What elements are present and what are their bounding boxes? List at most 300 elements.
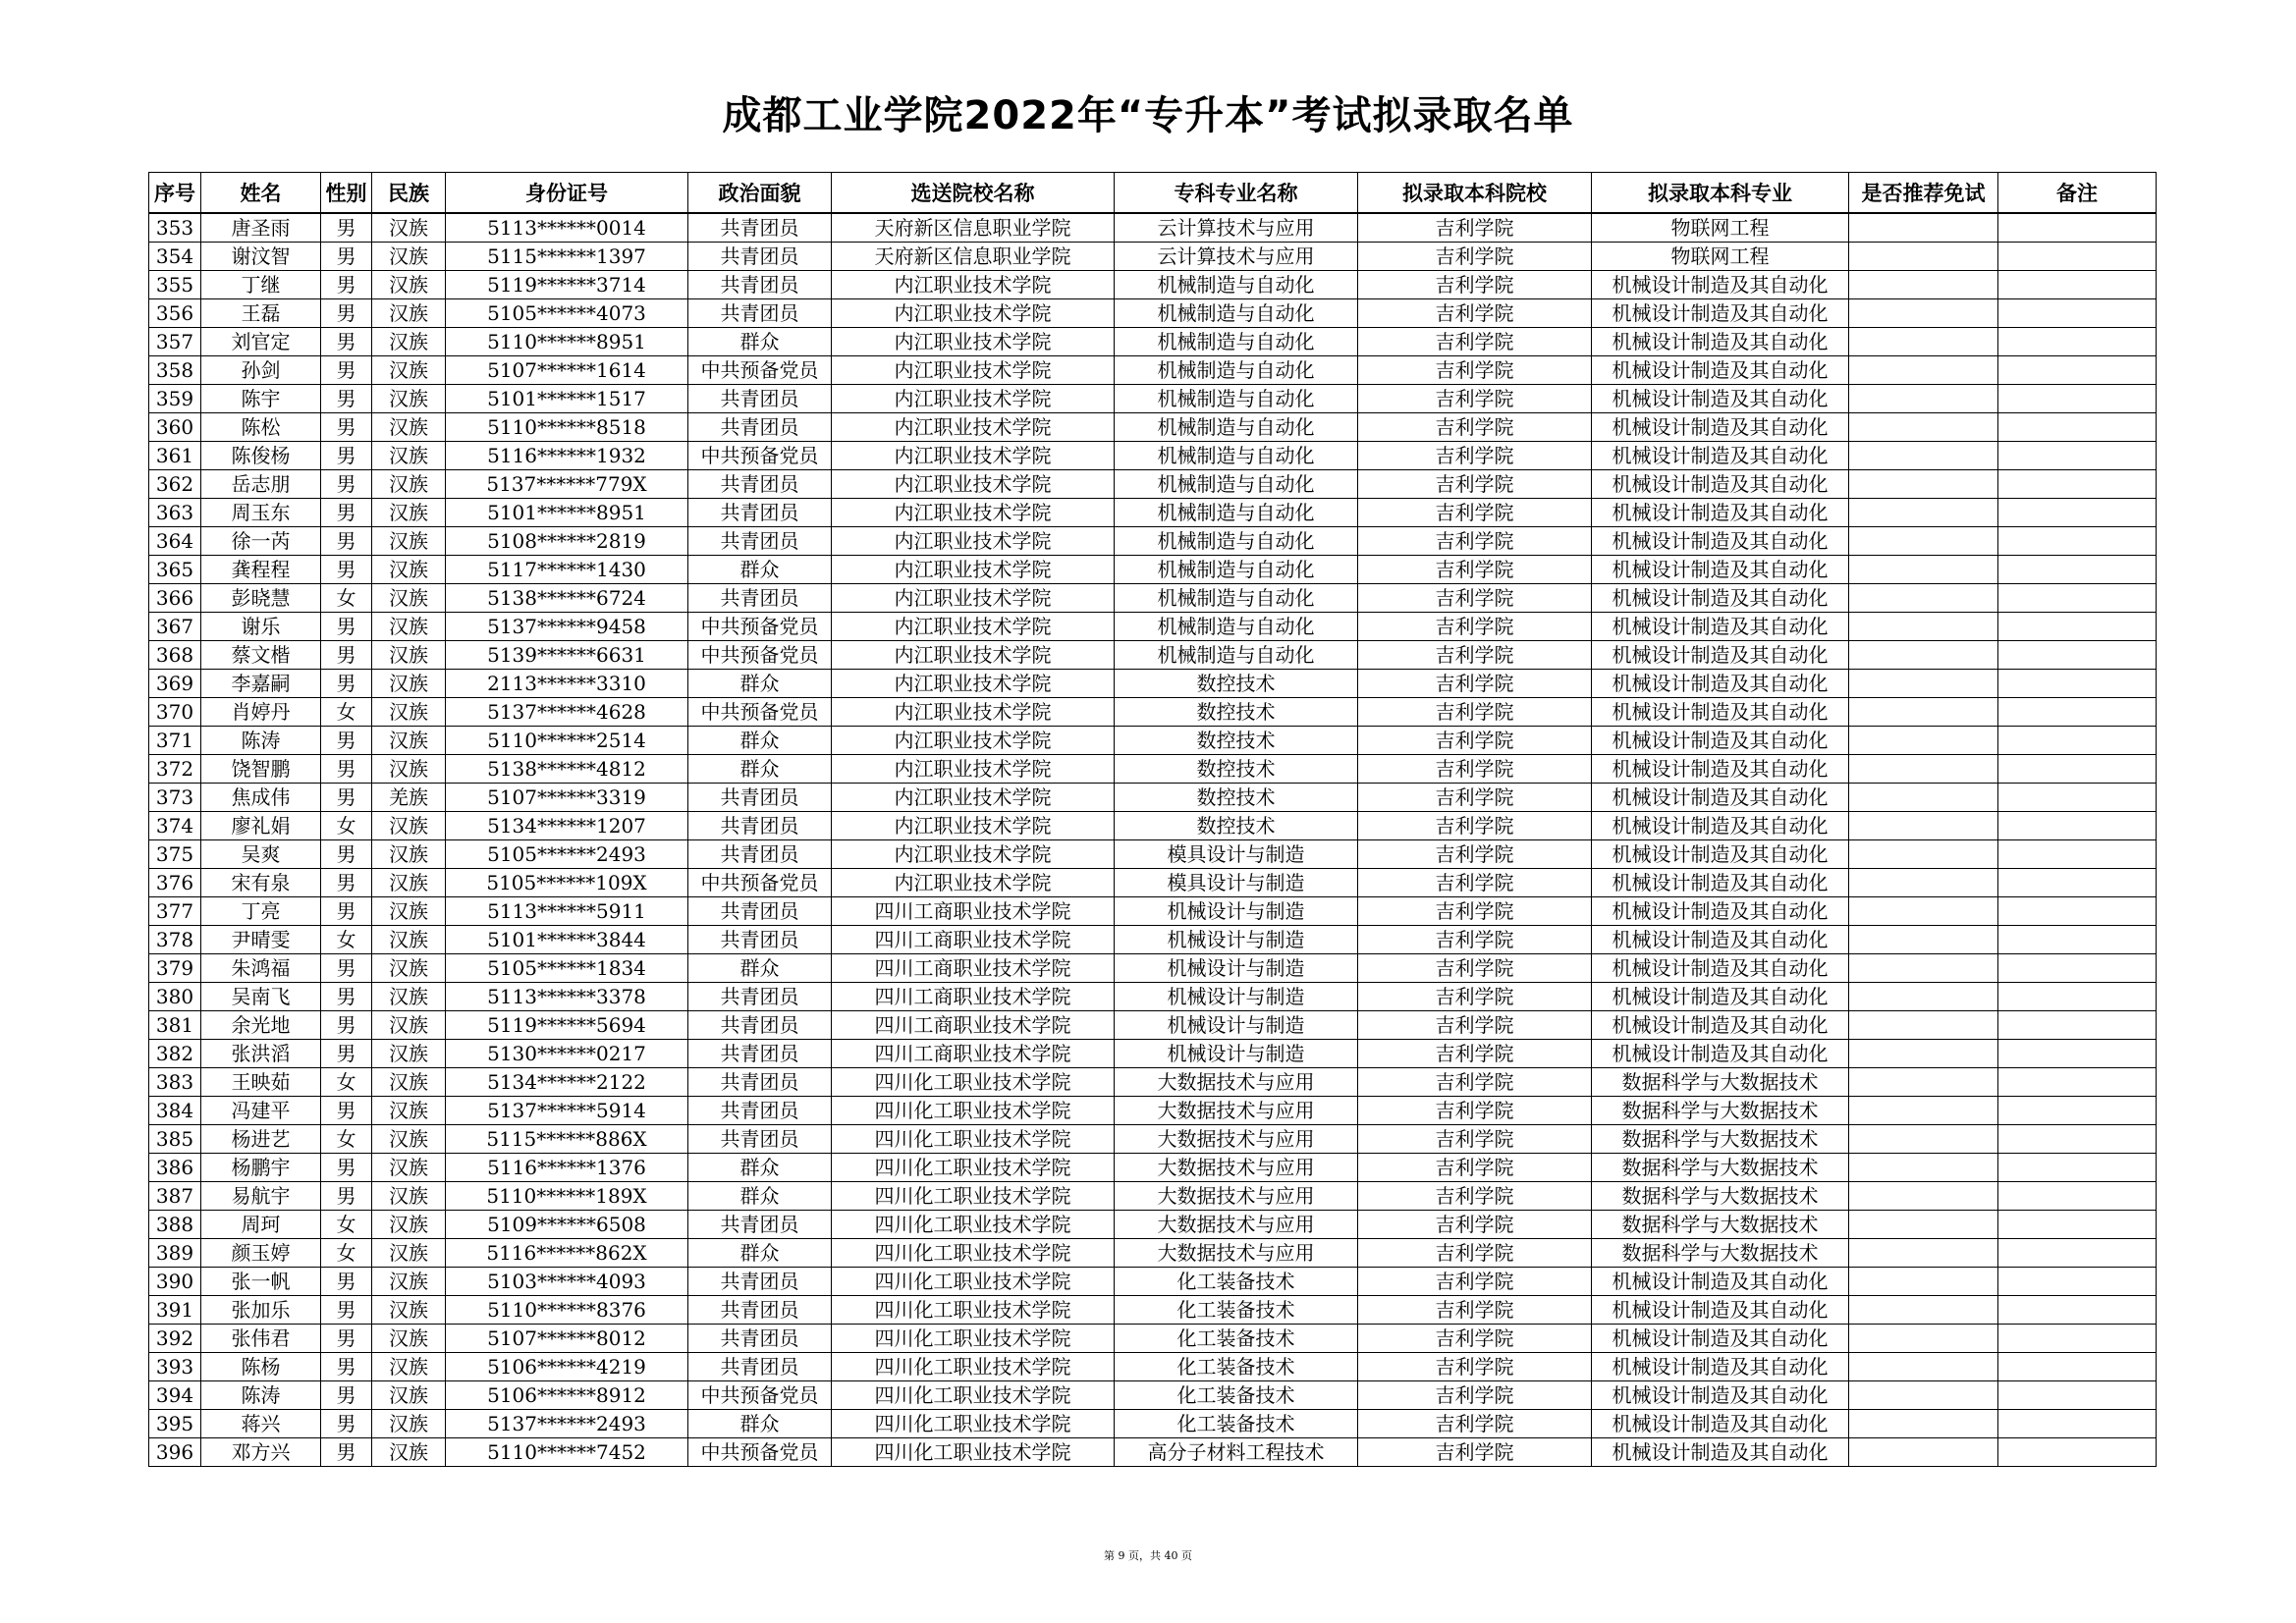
cell-target-college: 吉利学院: [1358, 271, 1592, 299]
cell-political-status: 共青团员: [688, 1040, 832, 1068]
cell-id-number: 5119******3714: [446, 271, 688, 299]
cell-gender: 男: [321, 1097, 372, 1125]
cell-ethnicity: 汉族: [372, 670, 446, 698]
cell-name: 龚程程: [201, 556, 321, 584]
cell-target-college: 吉利学院: [1358, 897, 1592, 926]
cell-ethnicity: 汉族: [372, 1268, 446, 1296]
cell-remarks: [1998, 1182, 2157, 1211]
table-row: [149, 1239, 2157, 1268]
cell-ethnicity: 汉族: [372, 385, 446, 413]
header-target-college: 拟录取本科院校: [1358, 173, 1592, 214]
cell-ethnicity: 汉族: [372, 983, 446, 1011]
cell-target-major: 机械设计制造及其自动化: [1592, 897, 1849, 926]
cell-gender: 男: [321, 869, 372, 897]
cell-target-major: 机械设计制造及其自动化: [1592, 299, 1849, 328]
cell-remarks: [1998, 926, 2157, 954]
cell-target-college: 吉利学院: [1358, 1353, 1592, 1381]
cell-name: 陈涛: [201, 1381, 321, 1410]
cell-ethnicity: 汉族: [372, 1068, 446, 1097]
cell-target-college: 吉利学院: [1358, 1268, 1592, 1296]
cell-source-college: 四川化工职业技术学院: [832, 1239, 1115, 1268]
cell-source-college: 四川工商职业技术学院: [832, 954, 1115, 983]
cell-gender: 男: [321, 1381, 372, 1410]
cell-remarks: [1998, 755, 2157, 784]
cell-id-number: 5105******109X: [446, 869, 688, 897]
cell-name: 张一帆: [201, 1268, 321, 1296]
cell-diploma-major: 大数据技术与应用: [1115, 1097, 1358, 1125]
cell-target-college: 吉利学院: [1358, 1211, 1592, 1239]
table-row: [149, 1125, 2157, 1154]
cell-target-major: 机械设计制造及其自动化: [1592, 271, 1849, 299]
cell-id-number: 5130******0217: [446, 1040, 688, 1068]
cell-political-status: 共青团员: [688, 1325, 832, 1353]
cell-target-college: 吉利学院: [1358, 1068, 1592, 1097]
cell-id-number: 5137******779X: [446, 470, 688, 499]
cell-exam-exempt: [1849, 243, 1998, 271]
cell-exam-exempt: [1849, 1325, 1998, 1353]
cell-political-status: 共青团员: [688, 527, 832, 556]
table-row: [149, 698, 2157, 727]
cell-exam-exempt: [1849, 840, 1998, 869]
cell-ethnicity: 汉族: [372, 356, 446, 385]
cell-remarks: [1998, 897, 2157, 926]
table-row: [149, 1296, 2157, 1325]
cell-source-college: 内江职业技术学院: [832, 385, 1115, 413]
cell-id-number: 5137******5914: [446, 1097, 688, 1125]
header-name: 姓名: [201, 173, 321, 214]
table-row: [149, 1011, 2157, 1040]
cell-seq: 387: [149, 1182, 201, 1211]
cell-ethnicity: 汉族: [372, 271, 446, 299]
cell-remarks: [1998, 840, 2157, 869]
cell-target-major: 机械设计制造及其自动化: [1592, 413, 1849, 442]
cell-target-major: 机械设计制造及其自动化: [1592, 1325, 1849, 1353]
cell-ethnicity: 汉族: [372, 1011, 446, 1040]
cell-ethnicity: 汉族: [372, 584, 446, 613]
cell-seq: 365: [149, 556, 201, 584]
cell-target-college: 吉利学院: [1358, 727, 1592, 755]
cell-political-status: 共青团员: [688, 1296, 832, 1325]
cell-exam-exempt: [1849, 670, 1998, 698]
cell-target-major: 机械设计制造及其自动化: [1592, 499, 1849, 527]
cell-gender: 男: [321, 328, 372, 356]
cell-political-status: 共青团员: [688, 584, 832, 613]
cell-exam-exempt: [1849, 869, 1998, 897]
cell-ethnicity: 汉族: [372, 442, 446, 470]
table-row: [149, 1097, 2157, 1125]
cell-seq: 359: [149, 385, 201, 413]
cell-diploma-major: 机械制造与自动化: [1115, 499, 1358, 527]
cell-seq: 355: [149, 271, 201, 299]
cell-remarks: [1998, 499, 2157, 527]
cell-gender: 女: [321, 1239, 372, 1268]
cell-exam-exempt: [1849, 271, 1998, 299]
cell-political-status: 共青团员: [688, 926, 832, 954]
cell-gender: 女: [321, 926, 372, 954]
cell-political-status: 共青团员: [688, 1353, 832, 1381]
cell-name: 孙剑: [201, 356, 321, 385]
cell-exam-exempt: [1849, 1097, 1998, 1125]
cell-name: 易航宇: [201, 1182, 321, 1211]
cell-political-status: 共青团员: [688, 897, 832, 926]
cell-id-number: 5116******1932: [446, 442, 688, 470]
table-row: [149, 926, 2157, 954]
cell-exam-exempt: [1849, 1211, 1998, 1239]
cell-seq: 363: [149, 499, 201, 527]
cell-source-college: 内江职业技术学院: [832, 784, 1115, 812]
cell-diploma-major: 大数据技术与应用: [1115, 1154, 1358, 1182]
cell-gender: 男: [321, 213, 372, 243]
cell-exam-exempt: [1849, 413, 1998, 442]
table-row: [149, 784, 2157, 812]
cell-id-number: 5138******4812: [446, 755, 688, 784]
table-row: [149, 385, 2157, 413]
cell-ethnicity: 汉族: [372, 213, 446, 243]
cell-target-college: 吉利学院: [1358, 442, 1592, 470]
cell-political-status: 共青团员: [688, 299, 832, 328]
cell-political-status: 中共预备党员: [688, 613, 832, 641]
cell-target-college: 吉利学院: [1358, 413, 1592, 442]
table-row: [149, 613, 2157, 641]
header-id-number: 身份证号: [446, 173, 688, 214]
cell-gender: 男: [321, 1410, 372, 1438]
cell-name: 饶智鹏: [201, 755, 321, 784]
cell-political-status: 群众: [688, 328, 832, 356]
cell-seq: 388: [149, 1211, 201, 1239]
cell-source-college: 四川化工职业技术学院: [832, 1381, 1115, 1410]
cell-political-status: 群众: [688, 1182, 832, 1211]
cell-target-major: 机械设计制造及其自动化: [1592, 926, 1849, 954]
cell-exam-exempt: [1849, 1410, 1998, 1438]
cell-target-major: 机械设计制造及其自动化: [1592, 1438, 1849, 1467]
cell-gender: 女: [321, 698, 372, 727]
cell-target-major: 机械设计制造及其自动化: [1592, 1381, 1849, 1410]
cell-name: 彭晓慧: [201, 584, 321, 613]
cell-exam-exempt: [1849, 527, 1998, 556]
cell-target-college: 吉利学院: [1358, 1410, 1592, 1438]
cell-name: 张加乐: [201, 1296, 321, 1325]
cell-name: 宋有泉: [201, 869, 321, 897]
cell-ethnicity: 汉族: [372, 812, 446, 840]
cell-ethnicity: 汉族: [372, 727, 446, 755]
cell-exam-exempt: [1849, 356, 1998, 385]
cell-name: 周玉东: [201, 499, 321, 527]
cell-target-major: 数据科学与大数据技术: [1592, 1182, 1849, 1211]
cell-diploma-major: 机械设计与制造: [1115, 983, 1358, 1011]
cell-ethnicity: 羌族: [372, 784, 446, 812]
cell-id-number: 5107******3319: [446, 784, 688, 812]
cell-gender: 男: [321, 1353, 372, 1381]
cell-id-number: 5116******1376: [446, 1154, 688, 1182]
cell-id-number: 5137******9458: [446, 613, 688, 641]
table-row: [149, 755, 2157, 784]
admission-table: [148, 172, 2157, 1467]
cell-gender: 男: [321, 442, 372, 470]
cell-seq: 391: [149, 1296, 201, 1325]
cell-seq: 390: [149, 1268, 201, 1296]
cell-target-major: 机械设计制造及其自动化: [1592, 356, 1849, 385]
cell-source-college: 四川工商职业技术学院: [832, 983, 1115, 1011]
cell-diploma-major: 机械制造与自动化: [1115, 413, 1358, 442]
cell-exam-exempt: [1849, 641, 1998, 670]
cell-source-college: 四川化工职业技术学院: [832, 1125, 1115, 1154]
cell-diploma-major: 机械制造与自动化: [1115, 328, 1358, 356]
cell-diploma-major: 大数据技术与应用: [1115, 1125, 1358, 1154]
cell-diploma-major: 机械制造与自动化: [1115, 385, 1358, 413]
cell-diploma-major: 数控技术: [1115, 812, 1358, 840]
cell-target-college: 吉利学院: [1358, 1381, 1592, 1410]
cell-target-college: 吉利学院: [1358, 983, 1592, 1011]
cell-source-college: 内江职业技术学院: [832, 641, 1115, 670]
cell-source-college: 四川化工职业技术学院: [832, 1097, 1115, 1125]
table-row: [149, 1381, 2157, 1410]
cell-target-major: 机械设计制造及其自动化: [1592, 527, 1849, 556]
cell-ethnicity: 汉族: [372, 755, 446, 784]
cell-target-major: 物联网工程: [1592, 243, 1849, 271]
cell-seq: 386: [149, 1154, 201, 1182]
cell-source-college: 内江职业技术学院: [832, 271, 1115, 299]
cell-target-major: 机械设计制造及其自动化: [1592, 869, 1849, 897]
cell-target-college: 吉利学院: [1358, 527, 1592, 556]
cell-diploma-major: 数控技术: [1115, 670, 1358, 698]
cell-exam-exempt: [1849, 442, 1998, 470]
cell-gender: 男: [321, 897, 372, 926]
cell-political-status: 中共预备党员: [688, 442, 832, 470]
cell-name: 蔡文楷: [201, 641, 321, 670]
cell-gender: 女: [321, 812, 372, 840]
cell-source-college: 四川化工职业技术学院: [832, 1154, 1115, 1182]
cell-remarks: [1998, 1239, 2157, 1268]
cell-remarks: [1998, 983, 2157, 1011]
cell-remarks: [1998, 1068, 2157, 1097]
cell-diploma-major: 机械设计与制造: [1115, 1040, 1358, 1068]
cell-political-status: 共青团员: [688, 983, 832, 1011]
cell-exam-exempt: [1849, 727, 1998, 755]
cell-political-status: 共青团员: [688, 784, 832, 812]
cell-diploma-major: 云计算技术与应用: [1115, 243, 1358, 271]
cell-gender: 男: [321, 1154, 372, 1182]
cell-name: 丁继: [201, 271, 321, 299]
cell-target-major: 机械设计制造及其自动化: [1592, 755, 1849, 784]
cell-ethnicity: 汉族: [372, 299, 446, 328]
cell-target-college: 吉利学院: [1358, 1154, 1592, 1182]
cell-exam-exempt: [1849, 1125, 1998, 1154]
cell-political-status: 中共预备党员: [688, 1381, 832, 1410]
cell-political-status: 共青团员: [688, 1068, 832, 1097]
cell-name: 陈杨: [201, 1353, 321, 1381]
table-row: [149, 897, 2157, 926]
cell-target-college: 吉利学院: [1358, 213, 1592, 243]
cell-exam-exempt: [1849, 584, 1998, 613]
cell-exam-exempt: [1849, 897, 1998, 926]
table-row: [149, 1211, 2157, 1239]
cell-id-number: 5137******2493: [446, 1410, 688, 1438]
cell-name: 周珂: [201, 1211, 321, 1239]
cell-name: 焦成伟: [201, 784, 321, 812]
cell-remarks: [1998, 641, 2157, 670]
cell-gender: 男: [321, 1011, 372, 1040]
cell-id-number: 5101******8951: [446, 499, 688, 527]
cell-target-major: 机械设计制造及其自动化: [1592, 442, 1849, 470]
cell-target-college: 吉利学院: [1358, 1011, 1592, 1040]
cell-target-major: 机械设计制造及其自动化: [1592, 1410, 1849, 1438]
cell-seq: 375: [149, 840, 201, 869]
cell-target-major: 数据科学与大数据技术: [1592, 1125, 1849, 1154]
table-row: [149, 584, 2157, 613]
cell-seq: 360: [149, 413, 201, 442]
cell-name: 肖婷丹: [201, 698, 321, 727]
cell-remarks: [1998, 1154, 2157, 1182]
cell-source-college: 内江职业技术学院: [832, 470, 1115, 499]
cell-diploma-major: 模具设计与制造: [1115, 840, 1358, 869]
cell-gender: 男: [321, 784, 372, 812]
cell-remarks: [1998, 1438, 2157, 1467]
cell-target-major: 机械设计制造及其自动化: [1592, 1353, 1849, 1381]
cell-exam-exempt: [1849, 812, 1998, 840]
cell-diploma-major: 模具设计与制造: [1115, 869, 1358, 897]
cell-seq: 372: [149, 755, 201, 784]
cell-ethnicity: 汉族: [372, 499, 446, 527]
cell-political-status: 共青团员: [688, 213, 832, 243]
cell-exam-exempt: [1849, 1268, 1998, 1296]
cell-target-college: 吉利学院: [1358, 926, 1592, 954]
cell-remarks: [1998, 1296, 2157, 1325]
cell-gender: 男: [321, 670, 372, 698]
cell-gender: 男: [321, 413, 372, 442]
cell-ethnicity: 汉族: [372, 926, 446, 954]
cell-target-major: 机械设计制造及其自动化: [1592, 812, 1849, 840]
cell-target-college: 吉利学院: [1358, 1239, 1592, 1268]
cell-ethnicity: 汉族: [372, 897, 446, 926]
cell-political-status: 群众: [688, 556, 832, 584]
cell-id-number: 5139******6631: [446, 641, 688, 670]
table-row: [149, 1268, 2157, 1296]
cell-ethnicity: 汉族: [372, 527, 446, 556]
cell-id-number: 5110******8951: [446, 328, 688, 356]
table-row: [149, 328, 2157, 356]
cell-gender: 男: [321, 1325, 372, 1353]
table-row: [149, 271, 2157, 299]
cell-source-college: 内江职业技术学院: [832, 613, 1115, 641]
cell-diploma-major: 机械制造与自动化: [1115, 356, 1358, 385]
cell-source-college: 四川化工职业技术学院: [832, 1211, 1115, 1239]
cell-ethnicity: 汉族: [372, 1097, 446, 1125]
cell-seq: 362: [149, 470, 201, 499]
cell-diploma-major: 大数据技术与应用: [1115, 1239, 1358, 1268]
cell-target-major: 机械设计制造及其自动化: [1592, 954, 1849, 983]
cell-target-major: 机械设计制造及其自动化: [1592, 641, 1849, 670]
cell-seq: 373: [149, 784, 201, 812]
cell-target-college: 吉利学院: [1358, 1296, 1592, 1325]
cell-id-number: 5101******1517: [446, 385, 688, 413]
cell-target-major: 数据科学与大数据技术: [1592, 1239, 1849, 1268]
cell-seq: 383: [149, 1068, 201, 1097]
cell-political-status: 共青团员: [688, 1125, 832, 1154]
cell-seq: 367: [149, 613, 201, 641]
cell-target-college: 吉利学院: [1358, 954, 1592, 983]
cell-source-college: 内江职业技术学院: [832, 413, 1115, 442]
cell-gender: 女: [321, 1125, 372, 1154]
cell-gender: 男: [321, 1438, 372, 1467]
cell-seq: 357: [149, 328, 201, 356]
cell-diploma-major: 数控技术: [1115, 755, 1358, 784]
cell-seq: 370: [149, 698, 201, 727]
cell-remarks: [1998, 1381, 2157, 1410]
cell-target-college: 吉利学院: [1358, 1125, 1592, 1154]
cell-gender: 男: [321, 983, 372, 1011]
cell-id-number: 5110******8376: [446, 1296, 688, 1325]
cell-source-college: 内江职业技术学院: [832, 812, 1115, 840]
cell-name: 王磊: [201, 299, 321, 328]
table-row: [149, 527, 2157, 556]
cell-exam-exempt: [1849, 299, 1998, 328]
cell-target-major: 机械设计制造及其自动化: [1592, 983, 1849, 1011]
cell-remarks: [1998, 385, 2157, 413]
cell-name: 吴南飞: [201, 983, 321, 1011]
cell-political-status: 中共预备党员: [688, 869, 832, 897]
cell-diploma-major: 机械制造与自动化: [1115, 584, 1358, 613]
cell-exam-exempt: [1849, 983, 1998, 1011]
cell-ethnicity: 汉族: [372, 613, 446, 641]
table-row: [149, 243, 2157, 271]
header-political-status: 政治面貌: [688, 173, 832, 214]
cell-diploma-major: 数控技术: [1115, 698, 1358, 727]
cell-target-college: 吉利学院: [1358, 1438, 1592, 1467]
cell-name: 吴爽: [201, 840, 321, 869]
cell-target-major: 数据科学与大数据技术: [1592, 1211, 1849, 1239]
table-row: [149, 1040, 2157, 1068]
cell-id-number: 5113******3378: [446, 983, 688, 1011]
cell-gender: 男: [321, 243, 372, 271]
cell-target-college: 吉利学院: [1358, 641, 1592, 670]
cell-political-status: 中共预备党员: [688, 698, 832, 727]
cell-target-major: 机械设计制造及其自动化: [1592, 1296, 1849, 1325]
cell-source-college: 内江职业技术学院: [832, 299, 1115, 328]
cell-ethnicity: 汉族: [372, 1381, 446, 1410]
cell-gender: 男: [321, 1040, 372, 1068]
cell-seq: 380: [149, 983, 201, 1011]
cell-exam-exempt: [1849, 1381, 1998, 1410]
cell-seq: 395: [149, 1410, 201, 1438]
cell-remarks: [1998, 698, 2157, 727]
cell-source-college: 内江职业技术学院: [832, 442, 1115, 470]
cell-seq: 364: [149, 527, 201, 556]
cell-exam-exempt: [1849, 784, 1998, 812]
cell-seq: 354: [149, 243, 201, 271]
cell-ethnicity: 汉族: [372, 1211, 446, 1239]
cell-seq: 382: [149, 1040, 201, 1068]
table-row: [149, 727, 2157, 755]
cell-seq: 376: [149, 869, 201, 897]
cell-diploma-major: 化工装备技术: [1115, 1268, 1358, 1296]
cell-name: 邓方兴: [201, 1438, 321, 1467]
cell-id-number: 5109******6508: [446, 1211, 688, 1239]
cell-id-number: 5110******2514: [446, 727, 688, 755]
cell-remarks: [1998, 1125, 2157, 1154]
cell-source-college: 内江职业技术学院: [832, 328, 1115, 356]
cell-ethnicity: 汉族: [372, 1182, 446, 1211]
cell-id-number: 5106******8912: [446, 1381, 688, 1410]
table-row: [149, 840, 2157, 869]
cell-political-status: 共青团员: [688, 812, 832, 840]
cell-id-number: 5110******8518: [446, 413, 688, 442]
table-row: [149, 556, 2157, 584]
cell-target-major: 机械设计制造及其自动化: [1592, 1268, 1849, 1296]
cell-diploma-major: 数控技术: [1115, 727, 1358, 755]
cell-diploma-major: 机械设计与制造: [1115, 926, 1358, 954]
cell-target-major: 机械设计制造及其自动化: [1592, 613, 1849, 641]
cell-name: 张洪滔: [201, 1040, 321, 1068]
